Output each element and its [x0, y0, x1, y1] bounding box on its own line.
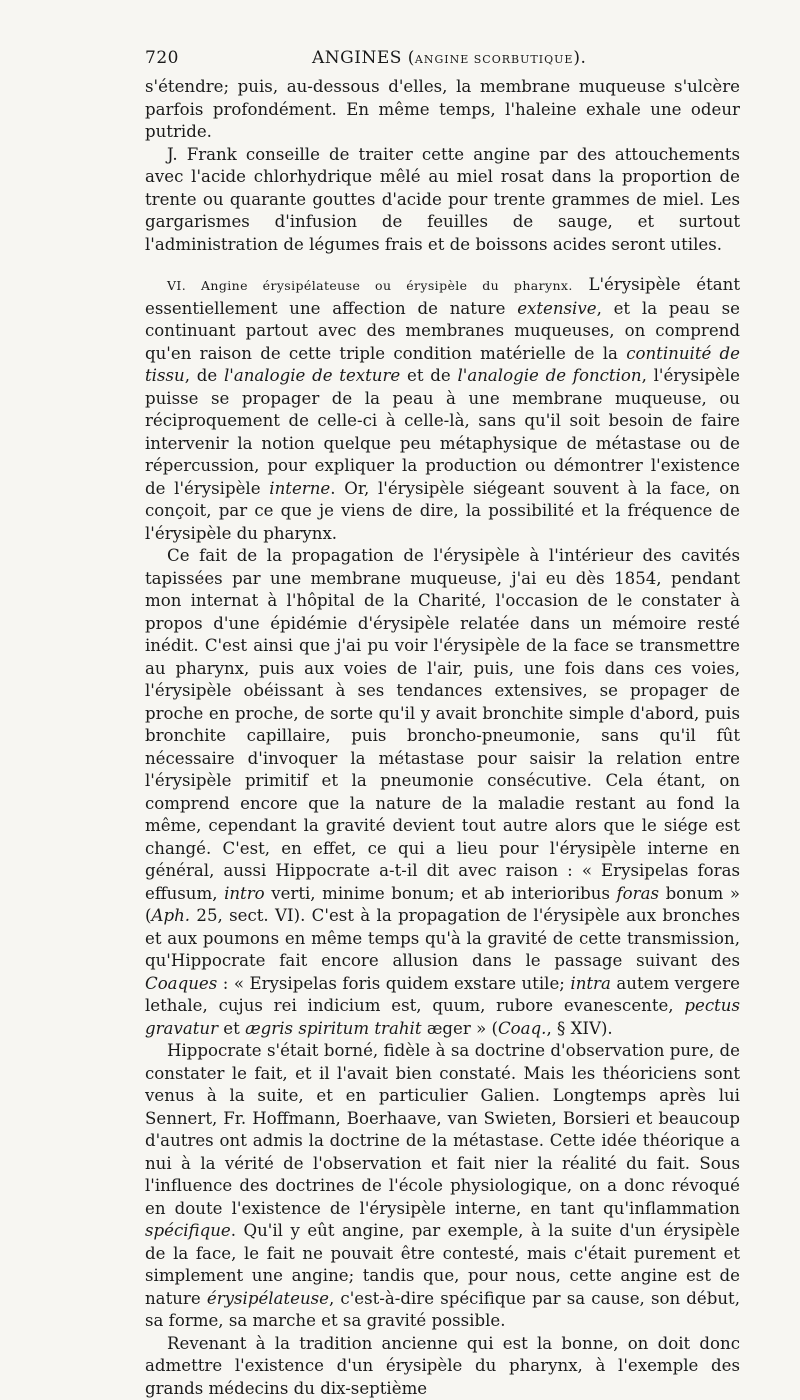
paragraph: J. Frank conseille de traiter cette angine par des attouchements avec l'acide chlorhydrique mêlé au miel rosat dans la proportion de trente ou quarante gouttes d'acide pour trente grammes de miel. Les gargarismes d'infusion de feuilles de sauge, et surtout l'administration de légumes frais et de boissons acides seront utiles.: [145, 144, 740, 257]
section-heading: VI. Angine érysipélateuse ou érysipèle du pharynx.: [167, 278, 573, 293]
page-number: 720: [145, 48, 179, 68]
body-text: [145, 76, 740, 1400]
paragraph: Revenant à la tradition ancienne qui est la bonne, on doit donc admettre l'existence d'un érysipèle du pharynx, à l'exemple des grands médecins du dix-septième: [145, 1333, 740, 1400]
running-title: ANGINES (ANGINE SCORBUTIQUE).: [312, 48, 586, 68]
paragraph: Hippocrate s'était borné, fidèle à sa doctrine d'observation pure, de constater le fait, et il l'avait bien constaté. Mais les théoriciens sont venus à la suite, et en particulier Galien. Longtemps après lui Sennert, Fr. Hoffmann, Boerhaave, van Swieten, Borsieri et beaucoup d'autres ont admis la doctrine de la métastase. Cette idée théorique a nui à la vérité de l'observation et fait nier la réalité du fait. Sous l'influence des doctrines de l'école physiologique, on a donc révoqué en doute l'existence de l'érysipèle interne, en tant qu'inflammation spécifique. Qu'il y eût angine, par exemple, à la suite d'un érysipèle de la face, le fait ne pouvait être contesté, mais c'était purement et simplement une angine; tandis que, pour nous, cette angine est de nature érysipélateuse, c'est-à-dire spécifique par sa cause, son début, sa forme, sa marche et sa gravité possible.: [145, 1040, 740, 1333]
running-header: [145, 48, 740, 74]
paragraph: Ce fait de la propagation de l'érysipèle à l'intérieur des cavités tapissées par une membrane muqueuse, j'ai eu dès 1854, pendant mon internat à l'hôpital de la Charité, l'occasion de le constater à propos d'une épidémie d'érysipèle relatée dans un mémoire resté inédit. C'est ainsi que j'ai pu voir l'érysipèle de la face se transmettre au pharynx, puis aux voies de l'air, puis, une fois dans ces voies, l'érysipèle obéissant à ses tendances extensives, se propager de proche en proche, de sorte qu'il y avait bronchite simple d'abord, puis bronchite capillaire, puis broncho-pneumonie, sans qu'il fût nécessaire d'invoquer la métastase pour saisir la relation entre l'érysipèle primitif et la pneumonie consécutive. Cela étant, on comprend encore que la nature de la maladie restant au fond la même, cependant la gravité devient tout autre alors que le siége est changé. C'est, en effet, ce qui a lieu pour l'érysipèle interne en général, aussi Hippocrate a-t-il dit avec raison : « Erysipelas foras effusum, intro verti, minime bonum; et ab interioribus foras bonum » (Aph. 25, sect. VI). C'est à la propagation de l'érysipèle aux bronches et aux poumons en même temps qu'à la gravité de cette transmission, qu'Hippocrate fait encore allusion dans le passage suivant des Coaques : « Erysipelas foris quidem exstare utile; intra autem vergere lethale, cujus rei indicium est, quum, rubore evanescente, pectus gravatur et ægris spiritum trahit æger » (Coaq., § XIV).: [145, 545, 740, 1040]
paragraph: s'étendre; puis, au-dessous d'elles, la membrane muqueuse s'ulcère parfois profondément. En même temps, l'haleine exhale une odeur putride.: [145, 76, 740, 144]
section-paragraph: VI. Angine érysipélateuse ou érysipèle du pharynx. L'érysipèle étant essentiellement une affection de nature extensive, et la peau se continuant partout avec des membranes muqueuses, on comprend qu'en raison de cette triple condition matérielle de la continuité de tissu, de l'analogie de texture et de l'analogie de fonction, l'érysipèle puisse se propager de la peau à une membrane muqueuse, ou réciproquement de celle-ci à celle-là, sans qu'il soit besoin de faire intervenir la notion quelque peu métaphysique de métastase ou de répercussion, pour expliquer la production ou démontrer l'existence de l'érysipèle interne. Or, l'érysipèle siégeant souvent à la face, on conçoit, par ce que je viens de dire, la possibilité et la fréquence de l'érysipèle du pharynx.: [145, 274, 740, 545]
